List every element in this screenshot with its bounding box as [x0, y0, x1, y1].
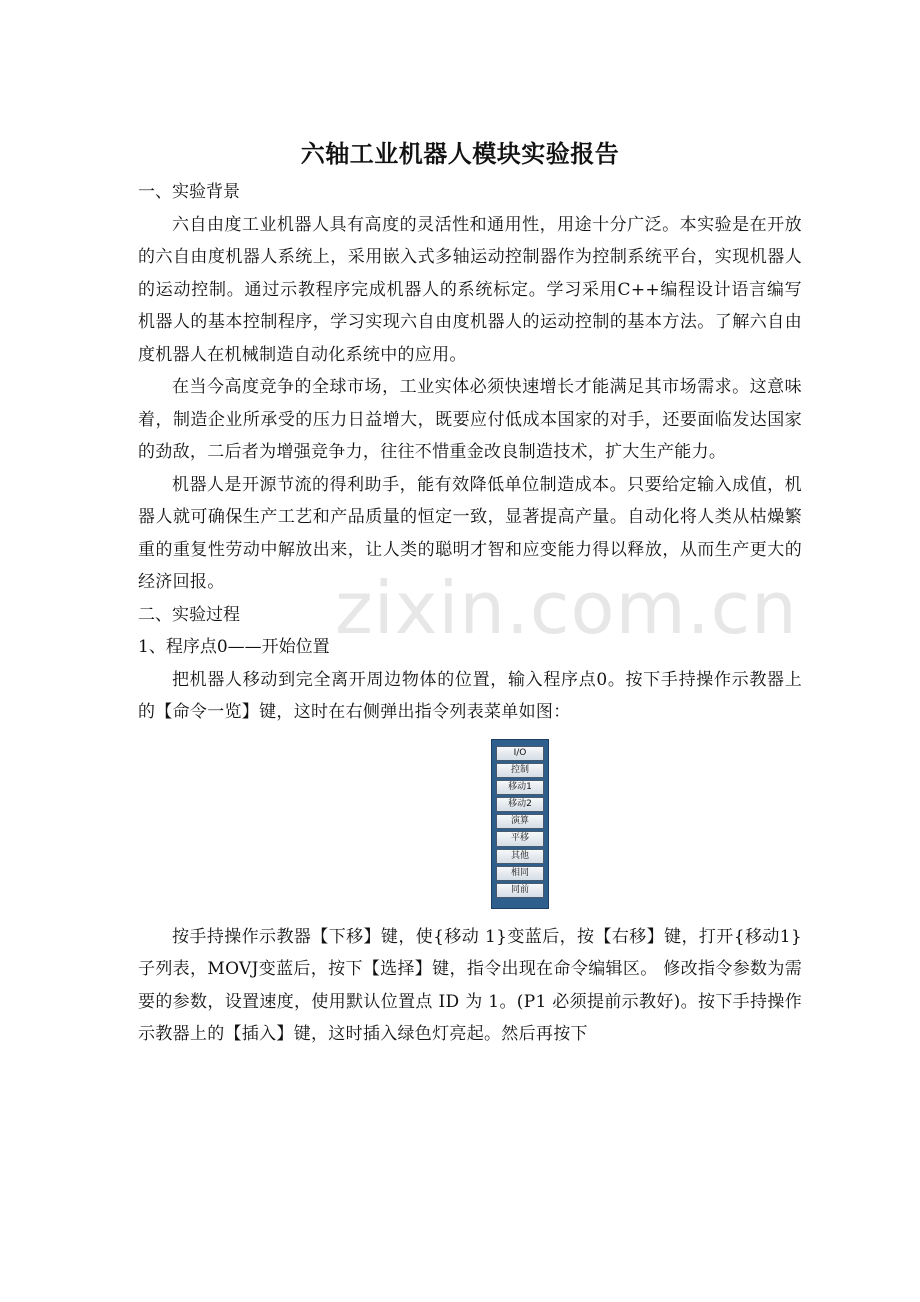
- menu-item-previous[interactable]: 同前: [496, 883, 544, 898]
- document-title: 六轴工业机器人模块实验报告: [300, 140, 620, 168]
- watermark: zixin.com.cn: [335, 566, 798, 650]
- paragraph: 把机器人移动到完全离开周边物体的位置，输入程序点0。按下手持操作示教器上的【命令一览】键，这时在右侧弹出指令列表菜单如图：: [138, 669, 802, 722]
- command-menu-figure: [138, 739, 802, 909]
- command-list-menu: [491, 739, 549, 909]
- document-body: [138, 176, 802, 1051]
- paragraph: 六自由度工业机器人具有高度的灵活性和通用性，用途十分广泛。本实验是在开放的六自由度机器人系统上，采用嵌入式多轴运动控制器作为控制系统平台，实现机器人的运动控制。通过示教程序完成机器人的系统标定。学习采用C++编程设计语言编写机器人的基本控制程序，学习实现六自由度机器人的运动控制的基本方法。了解六自由度机器人在机械制造自动化系统中的应用。: [138, 214, 802, 365]
- paragraph: 在当今高度竞争的全球市场，工业实体必须快速增长才能满足其市场需求。这意味着，制造企业所承受的压力日益增大，既要应付低成本国家的对手，还要面临发达国家的劲敌，二后者为增强竞争力，往往不惜重金改良制造技术，扩大生产能力。: [138, 377, 802, 462]
- menu-item-io[interactable]: I/O: [496, 746, 544, 761]
- paragraph: 机器人是开源节流的得利助手，能有效降低单位制造成本。只要给定输入成值，机器人就可确保生产工艺和产品质量的恒定一致，显著提高产量。自动化将人类从枯燥繁重的重复性劳动中解放出来，让人类的聪明才智和应变能力得以释放，从而生产更大的经济回报。: [138, 474, 802, 592]
- menu-item-other[interactable]: 其他: [496, 849, 544, 864]
- menu-item-move1[interactable]: 移动1: [496, 780, 544, 795]
- menu-item-calc[interactable]: 演算: [496, 814, 544, 829]
- section-heading-process: 二、实验过程: [138, 604, 240, 625]
- menu-item-same[interactable]: 相同: [496, 866, 544, 881]
- menu-item-shift[interactable]: 平移: [496, 831, 544, 846]
- menu-item-control[interactable]: 控制: [496, 763, 544, 778]
- subsection-heading: 1、程序点0——开始位置: [138, 637, 330, 657]
- section-heading-background: 一、实验背景: [138, 182, 240, 202]
- menu-item-move2[interactable]: 移动2: [496, 797, 544, 812]
- paragraph: 按手持操作示教器【下移】键，使{移动 1}变蓝后，按【右移】键，打开{移动1}子列表，MOVJ变蓝后，按下【选择】键，指令出现在命令编辑区。 修改指令参数为需要的参数，设置速度，使用默认位置点 ID 为 1。(P1 必须提前示教好)。按下手持操作示教器上的【插入】键，这时插入绿色灯亮起。然后再按下: [138, 926, 802, 1044]
